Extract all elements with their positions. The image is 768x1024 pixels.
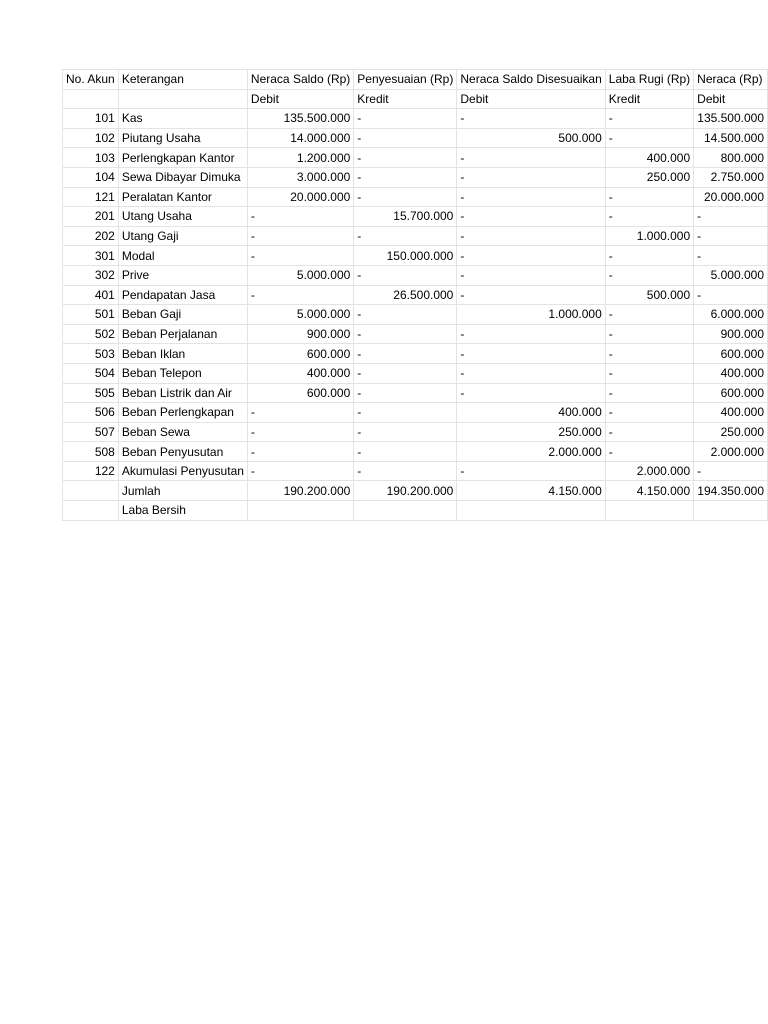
table-row [63,226,768,246]
adjustment-cell[interactable]: - [354,128,457,148]
balance-sheet-cell[interactable]: - [694,207,768,227]
subheader-row [63,89,768,109]
income-statement-cell[interactable]: 1.000.000 [605,226,693,246]
table-row [63,403,768,423]
income-statement-cell[interactable]: - [605,383,693,403]
income-statement-cell[interactable]: 400.000 [605,148,693,168]
adjusted-balance-cell[interactable]: 500.000 [457,128,605,148]
subheader-cell[interactable] [118,89,247,109]
balance-sheet-cell[interactable]: 2.000.000 [694,442,768,462]
income-statement-cell[interactable]: - [605,305,693,325]
adjusted-balance-cell[interactable]: 4.150.000 [457,481,605,501]
adjustment-cell[interactable] [354,501,457,521]
trial-balance-cell[interactable]: 190.200.000 [247,481,353,501]
account-number-cell[interactable]: 121 [63,187,119,207]
income-statement-cell[interactable]: - [605,187,693,207]
table-row [63,148,768,168]
adjusted-balance-cell[interactable]: - [457,383,605,403]
subheader-cell[interactable]: Debit [247,89,353,109]
header-cell[interactable]: Neraca Saldo Disesuaikan [457,70,605,90]
table-row [63,109,768,129]
adjustment-cell[interactable]: 150.000.000 [354,246,457,266]
table-row [63,324,768,344]
account-number-cell[interactable]: 122 [63,461,119,481]
income-statement-cell[interactable]: - [605,128,693,148]
table-row [63,128,768,148]
trial-balance-cell[interactable]: 5.000.000 [247,265,353,285]
income-statement-cell[interactable] [605,501,693,521]
description-cell[interactable]: Jumlah [118,481,247,501]
table-row [63,167,768,187]
account-number-cell[interactable] [63,501,119,521]
description-cell[interactable]: Beban Gaji [118,305,247,325]
account-number-cell[interactable] [63,481,119,501]
trial-balance-cell[interactable]: - [247,226,353,246]
description-cell[interactable]: Laba Bersih [118,501,247,521]
balance-sheet-cell[interactable]: 800.000 [694,148,768,168]
balance-sheet-cell[interactable]: 600.000 [694,383,768,403]
table-row [63,246,768,266]
income-statement-cell[interactable]: 250.000 [605,167,693,187]
adjusted-balance-cell[interactable]: - [457,148,605,168]
description-cell[interactable]: Peralatan Kantor [118,187,247,207]
trial-balance-cell[interactable]: 5.000.000 [247,305,353,325]
table-row [63,265,768,285]
trial-balance-cell[interactable]: 3.000.000 [247,167,353,187]
account-number-cell[interactable]: 201 [63,207,119,227]
trial-balance-cell[interactable]: - [247,461,353,481]
account-number-cell[interactable]: 401 [63,285,119,305]
balance-sheet-cell[interactable]: 14.500.000 [694,128,768,148]
trial-balance-cell[interactable]: 14.000.000 [247,128,353,148]
table-row [63,481,768,501]
header-cell[interactable]: Neraca Saldo (Rp) [247,70,353,90]
adjustment-cell[interactable]: - [354,148,457,168]
table-row [63,285,768,305]
balance-sheet-cell[interactable]: 900.000 [694,324,768,344]
description-cell[interactable]: Beban Iklan [118,344,247,364]
adjustment-cell[interactable]: - [354,167,457,187]
adjusted-balance-cell[interactable]: - [457,187,605,207]
description-cell[interactable]: Perlengkapan Kantor [118,148,247,168]
account-number-cell[interactable]: 202 [63,226,119,246]
adjustment-cell[interactable]: - [354,363,457,383]
account-number-cell[interactable]: 508 [63,442,119,462]
trial-balance-cell[interactable]: - [247,403,353,423]
table-row [63,363,768,383]
trial-balance-cell[interactable]: - [247,285,353,305]
adjustment-cell[interactable]: - [354,344,457,364]
description-cell[interactable]: Akumulasi Penyusutan [118,461,247,481]
adjusted-balance-cell[interactable]: - [457,363,605,383]
header-cell[interactable]: Laba Rugi (Rp) [605,70,693,90]
adjusted-balance-cell[interactable]: - [457,167,605,187]
adjusted-balance-cell[interactable]: 1.000.000 [457,305,605,325]
adjusted-balance-cell[interactable]: - [457,109,605,129]
balance-sheet-cell[interactable]: 20.000.000 [694,187,768,207]
description-cell[interactable]: Sewa Dibayar Dimuka [118,167,247,187]
balance-sheet-cell[interactable]: 6.000.000 [694,305,768,325]
trial-balance-cell[interactable] [247,501,353,521]
account-number-cell[interactable]: 301 [63,246,119,266]
adjusted-balance-cell[interactable]: - [457,461,605,481]
balance-sheet-cell[interactable] [694,501,768,521]
account-number-cell[interactable]: 302 [63,265,119,285]
header-cell[interactable]: Keterangan [118,70,247,90]
description-cell[interactable]: Beban Perjalanan [118,324,247,344]
balance-sheet-cell[interactable]: - [694,246,768,266]
adjusted-balance-cell[interactable]: - [457,285,605,305]
adjustment-cell[interactable]: - [354,324,457,344]
table-row [63,501,768,521]
subheader-cell[interactable]: Kredit [605,89,693,109]
adjusted-balance-cell[interactable]: - [457,265,605,285]
description-cell[interactable]: Utang Usaha [118,207,247,227]
description-cell[interactable]: Beban Penyusutan [118,442,247,462]
adjustment-cell[interactable]: - [354,109,457,129]
account-number-cell[interactable]: 507 [63,422,119,442]
balance-sheet-cell[interactable]: 600.000 [694,344,768,364]
trial-balance-cell[interactable]: - [247,422,353,442]
trial-balance-cell[interactable]: - [247,442,353,462]
adjusted-balance-cell[interactable]: 2.000.000 [457,442,605,462]
income-statement-cell[interactable]: 500.000 [605,285,693,305]
income-statement-cell[interactable]: 2.000.000 [605,461,693,481]
adjusted-balance-cell[interactable]: 250.000 [457,422,605,442]
balance-sheet-cell[interactable]: 5.000.000 [694,265,768,285]
balance-sheet-cell[interactable]: 194.350.000 [694,481,768,501]
account-number-cell[interactable]: 503 [63,344,119,364]
description-cell[interactable]: Prive [118,265,247,285]
balance-sheet-cell[interactable]: - [694,285,768,305]
description-cell[interactable]: Kas [118,109,247,129]
account-number-cell[interactable]: 103 [63,148,119,168]
balance-sheet-cell[interactable]: 250.000 [694,422,768,442]
adjusted-balance-cell[interactable] [457,501,605,521]
description-cell[interactable]: Beban Sewa [118,422,247,442]
account-number-cell[interactable]: 501 [63,305,119,325]
income-statement-cell[interactable]: - [605,344,693,364]
subheader-cell[interactable]: Kredit [354,89,457,109]
balance-sheet-cell[interactable]: - [694,226,768,246]
adjusted-balance-cell[interactable]: - [457,344,605,364]
trial-balance-cell[interactable]: 400.000 [247,363,353,383]
description-cell[interactable]: Utang Gaji [118,226,247,246]
adjustment-cell[interactable]: 15.700.000 [354,207,457,227]
trial-balance-cell[interactable]: 20.000.000 [247,187,353,207]
table-row [63,461,768,481]
adjustment-cell[interactable]: - [354,226,457,246]
adjusted-balance-cell[interactable]: - [457,324,605,344]
adjustment-cell[interactable]: - [354,383,457,403]
header-cell[interactable]: Penyesuaian (Rp) [354,70,457,90]
table-row [63,422,768,442]
description-cell[interactable]: Pendapatan Jasa [118,285,247,305]
adjustment-cell[interactable]: - [354,461,457,481]
spreadsheet-table [62,69,768,521]
balance-sheet-cell[interactable]: 2.750.000 [694,167,768,187]
income-statement-cell[interactable]: - [605,324,693,344]
trial-balance-cell[interactable]: 600.000 [247,344,353,364]
adjustment-cell[interactable]: 26.500.000 [354,285,457,305]
adjustment-cell[interactable]: - [354,422,457,442]
table-row [63,442,768,462]
account-number-cell[interactable]: 504 [63,363,119,383]
trial-balance-cell[interactable]: - [247,207,353,227]
adjusted-balance-cell[interactable]: - [457,226,605,246]
table-row [63,383,768,403]
trial-balance-cell[interactable]: - [247,246,353,266]
header-row [63,70,768,90]
subheader-cell[interactable]: Debit [457,89,605,109]
table-row [63,344,768,364]
account-number-cell[interactable]: 102 [63,128,119,148]
header-cell[interactable]: Neraca (Rp) [694,70,768,90]
income-statement-cell[interactable]: - [605,403,693,423]
income-statement-cell[interactable]: - [605,207,693,227]
header-cell[interactable]: No. Akun [63,70,119,90]
trial-balance-cell[interactable]: 135.500.000 [247,109,353,129]
adjustment-cell[interactable]: - [354,265,457,285]
adjusted-balance-cell[interactable]: 400.000 [457,403,605,423]
income-statement-cell[interactable]: 4.150.000 [605,481,693,501]
trial-balance-cell[interactable]: 1.200.000 [247,148,353,168]
table-body [63,70,768,521]
income-statement-cell[interactable]: - [605,109,693,129]
account-number-cell[interactable]: 101 [63,109,119,129]
table-row [63,187,768,207]
table-row [63,207,768,227]
account-number-cell[interactable]: 502 [63,324,119,344]
subheader-cell[interactable] [63,89,119,109]
table-row [63,305,768,325]
description-cell[interactable]: Beban Perlengkapan [118,403,247,423]
adjustment-cell[interactable]: - [354,305,457,325]
balance-sheet-cell[interactable]: 400.000 [694,363,768,383]
adjustment-cell[interactable]: - [354,403,457,423]
adjusted-balance-cell[interactable]: - [457,246,605,266]
income-statement-cell[interactable]: - [605,363,693,383]
trial-balance-cell[interactable]: 600.000 [247,383,353,403]
adjusted-balance-cell[interactable]: - [457,207,605,227]
trial-balance-cell[interactable]: 900.000 [247,324,353,344]
account-number-cell[interactable]: 104 [63,167,119,187]
account-number-cell[interactable]: 506 [63,403,119,423]
account-number-cell[interactable]: 505 [63,383,119,403]
description-cell[interactable]: Beban Listrik dan Air [118,383,247,403]
balance-sheet-cell[interactable]: - [694,461,768,481]
subheader-cell[interactable]: Debit [694,89,768,109]
description-cell[interactable]: Piutang Usaha [118,128,247,148]
income-statement-cell[interactable]: - [605,422,693,442]
income-statement-cell[interactable]: - [605,265,693,285]
adjustment-cell[interactable]: - [354,187,457,207]
description-cell[interactable]: Modal [118,246,247,266]
adjustment-cell[interactable]: 190.200.000 [354,481,457,501]
income-statement-cell[interactable]: - [605,442,693,462]
description-cell[interactable]: Beban Telepon [118,363,247,383]
adjustment-cell[interactable]: - [354,442,457,462]
balance-sheet-cell[interactable]: 400.000 [694,403,768,423]
balance-sheet-cell[interactable]: 135.500.000 [694,109,768,129]
income-statement-cell[interactable]: - [605,246,693,266]
